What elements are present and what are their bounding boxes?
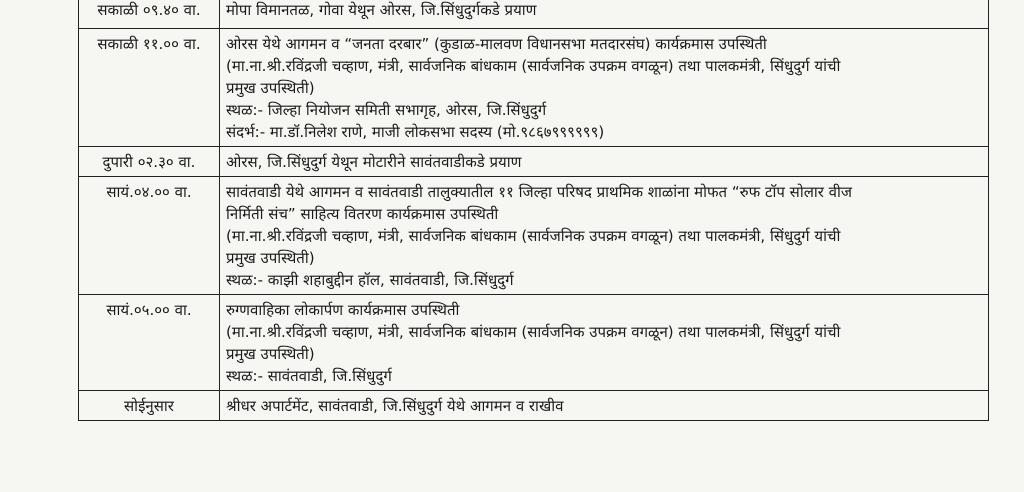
time-cell (79, 295, 220, 391)
venue-line: स्थळ:- सावंतवाडी, जि.सिंधुदुर्ग (226, 367, 392, 385)
time-cell (79, 147, 220, 177)
description-line: (मा.ना.श्री.रविंद्रजी चव्हाण, मंत्री, सार्वजनिक बांधकाम (सार्वजनिक उपक्रम वगळून) तथा पालकमंत्री, सिंधुदुर्ग यांची (226, 323, 841, 341)
description-cell (220, 147, 989, 177)
description-line: (मा.ना.श्री.रविंद्रजी चव्हाण, मंत्री, सार्वजनिक बांधकाम (सार्वजनिक उपक्रम वगळून) तथा पालकमंत्री, सिंधुदुर्ग यांची (226, 57, 841, 75)
description-cell (220, 29, 989, 147)
venue-line: स्थळ:- काझी शहाबुद्दीन हॉल, सावंतवाडी, जि.सिंधुदुर्ग (226, 271, 514, 289)
table-row (79, 177, 989, 295)
table-row (79, 295, 989, 391)
schedule-table (78, 0, 989, 421)
description-cell (220, 295, 989, 391)
time-cell (79, 29, 220, 147)
time-text: सकाळी ११.०० वा. (97, 35, 201, 53)
time-text: सकाळी ०९.४० वा. (97, 1, 201, 19)
time-cell (79, 391, 220, 421)
time-cell (79, 0, 220, 29)
venue-line: स्थळ:- जिल्हा नियोजन समिती सभागृह, ओरस, जि.सिंधुदुर्ग (226, 101, 547, 119)
description-cell (220, 177, 989, 295)
reference-line: संदर्भ:- मा.डॉ.निलेश राणे, माजी लोकसभा सदस्य (मो.९८६७९९९९९९) (226, 123, 605, 141)
description-line: प्रमुख उपस्थिती) (226, 249, 315, 267)
table-row (79, 29, 989, 147)
time-text: सायं.०५.०० वा. (106, 301, 192, 319)
description-cell (220, 391, 989, 421)
table-row (79, 391, 989, 421)
description-line: निर्मिती संच” साहित्य वितरण कार्यक्रमास उपस्थिती (226, 205, 499, 223)
description-line: (मा.ना.श्री.रविंद्रजी चव्हाण, मंत्री, सार्वजनिक बांधकाम (सार्वजनिक उपक्रम वगळून) तथा पालकमंत्री, सिंधुदुर्ग यांची (226, 227, 841, 245)
time-cell (79, 177, 220, 295)
description-line: ओरस, जि.सिंधुदुर्ग येथून मोटारीने सावंतवाडीकडे प्रयाण (226, 153, 522, 171)
description-line: ओरस येथे आगमन व “जनता दरबार” (कुडाळ-मालवण विधानसभा मतदारसंघ) कार्यक्रमास उपस्थिती (226, 35, 767, 53)
time-text: सोईनुसार (124, 397, 174, 415)
description-line: रुग्णवाहिका लोकार्पण कार्यक्रमास उपस्थिती (226, 301, 460, 319)
description-line: सावंतवाडी येथे आगमन व सावंतवाडी तालुक्यातील ११ जिल्हा परिषद प्राथमिक शाळांना मोफत “रुफ टॉप सोलार वीज (226, 183, 853, 201)
description-line: श्रीधर अपार्टमेंट, सावंतवाडी, जि.सिंधुदुर्ग येथे आगमन व राखीव (226, 397, 564, 415)
time-text: दुपारी ०२.३० वा. (102, 153, 196, 171)
table-row (79, 147, 989, 177)
description-line: मोपा विमानतळ, गोवा येथून ओरस, जि.सिंधुदुर्गकडे प्रयाण (226, 1, 537, 19)
description-cell (220, 0, 989, 29)
table-row (79, 0, 989, 29)
description-line: प्रमुख उपस्थिती) (226, 79, 315, 97)
time-text: सायं.०४.०० वा. (106, 183, 192, 201)
description-line: प्रमुख उपस्थिती) (226, 345, 315, 363)
